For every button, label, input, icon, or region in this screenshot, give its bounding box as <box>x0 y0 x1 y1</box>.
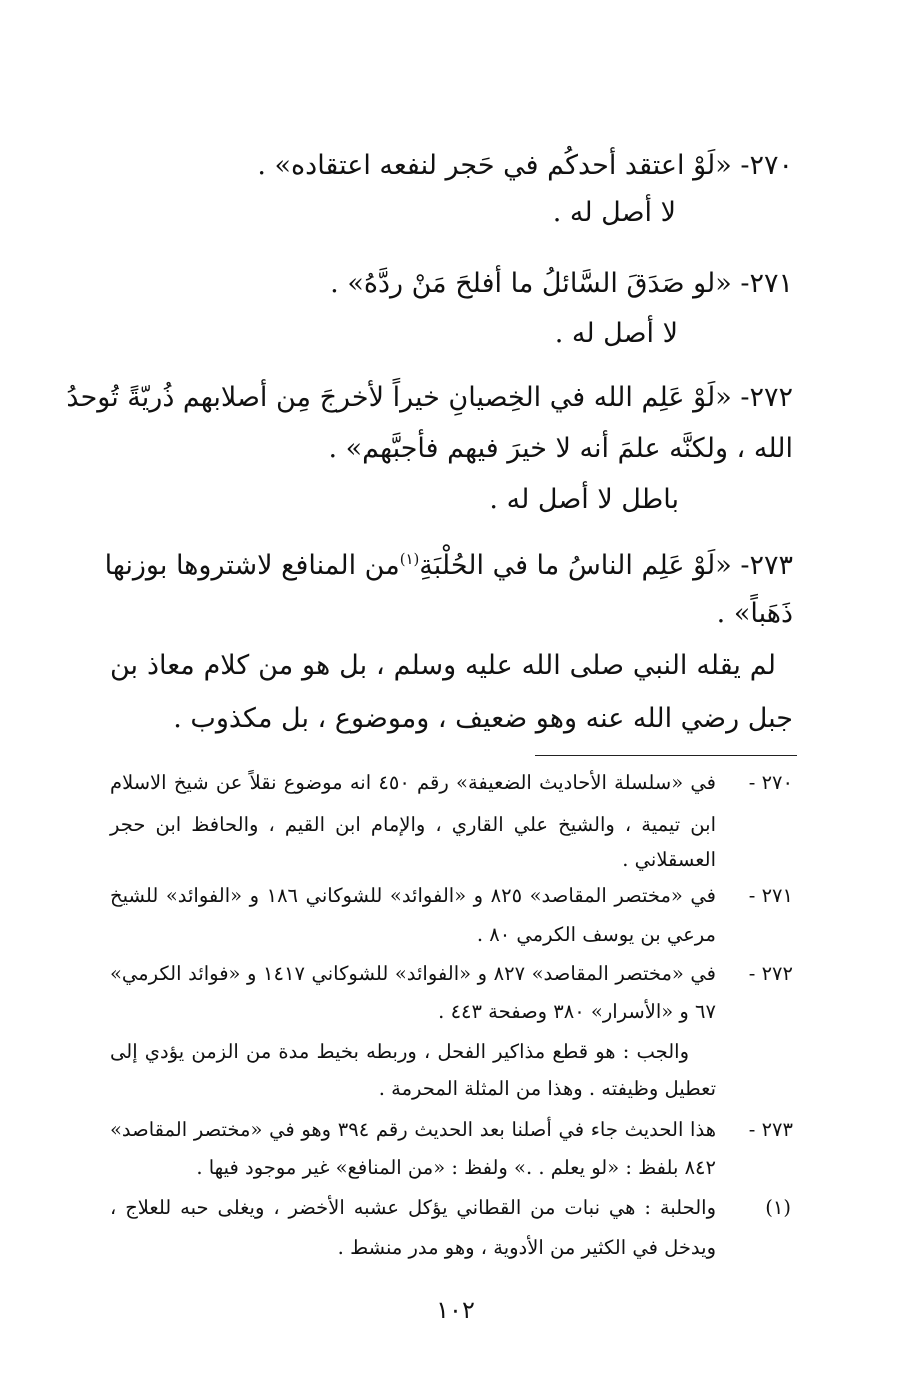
hadith-270-verdict: لا أصل له . <box>552 197 676 228</box>
footnote-272-number: ٢٧٢ - <box>748 962 793 985</box>
hadith-272-text-line2: الله ، ولكنَّه علمَ أنه لا خيرَ فيهم فأجبَّهم» . <box>328 433 793 464</box>
hadith-273-text-part2: من المنافع لاشتروها بوزنها <box>104 550 400 581</box>
footnote-270-number: ٢٧٠ - <box>748 771 793 794</box>
footnote-separator <box>535 755 797 756</box>
footnote-271-line2: مرعي بن يوسف الكرمي ٨٠ . <box>476 923 716 946</box>
footnote-270-line3: العسقلاني . <box>622 848 716 871</box>
footnote-272-note-line1: والجب : هو قطع مذاكير الفحل ، وربطه بخيط مدة من الزمن يؤدي إلى <box>110 1040 689 1063</box>
footnote-273-line1: هذا الحديث جاء في أصلنا بعد الحديث رقم ٣٩٤ وهو في «مختصر المقاصد» <box>110 1118 716 1141</box>
hadith-272-text-line1: ٢٧٢- «لَوْ عَلِم الله في الخِصيانِ خيراً لأخرجَ مِن أصلابهم ذُريّةً تُوحدُ <box>66 382 793 413</box>
footnote-272-line2: ٦٧ و «الأسرار» ٣٨٠ وصفحة ٤٤٣ . <box>438 1000 716 1023</box>
hadith-270-text: ٢٧٠- «لَوْ اعتقد أحدكُم في حَجر لنفعه اعتقاده» . <box>257 150 793 181</box>
footnote-273-number: ٢٧٣ - <box>748 1118 793 1141</box>
hadith-271-text: ٢٧١- «لو صَدَقَ السَّائلُ ما أفلحَ مَنْ ردَّهُ» . <box>330 268 793 299</box>
footnote-1-number: (١) <box>765 1196 791 1219</box>
hadith-273-text-line1 <box>104 550 793 581</box>
commentary-line1: لم يقله النبي صلى الله عليه وسلم ، بل هو من كلام معاذ بن <box>110 650 776 681</box>
hadith-272-verdict: باطل لا أصل له . <box>489 484 679 515</box>
footnote-272-line1: في «مختصر المقاصد» ٨٢٧ و «الفوائد» للشوكاني ١٤١٧ و «فوائد الكرمي» <box>110 962 716 985</box>
footnote-272-note-line2: تعطيل وظيفته . وهذا من المثلة المحرمة . <box>378 1077 716 1100</box>
footnote-270-line2: ابن تيمية ، والشيخ علي القاري ، والإمام ابن القيم ، والحافظ ابن حجر <box>110 813 716 836</box>
footnote-271-line1: في «مختصر المقاصد» ٨٢٥ و «الفوائد» للشوكاني ١٨٦ و «الفوائد» للشيخ <box>110 884 716 907</box>
footnote-marker: (١) <box>399 550 420 568</box>
hadith-271-verdict: لا أصل له . <box>554 318 678 349</box>
page-number: ١٠٢ <box>436 1296 475 1324</box>
footnote-1-line1: والحلبة : هي نبات من القطاني يؤكل عشبه الأخضر ، ويغلى حبه للعلاج ، <box>110 1196 716 1219</box>
hadith-273-text-line2: ذَهَباً» . <box>716 598 793 629</box>
hadith-273-text-part1: ٢٧٣- «لَوْ عَلِم الناسُ ما في الحُلْبَةِ$^{(١)}$ <box>399 550 793 581</box>
footnote-270-line1: في «سلسلة الأحاديث الضعيفة» رقم ٤٥٠ انه موضوع نقلاً عن شيخ الاسلام <box>110 771 716 794</box>
footnote-1-line2: ويدخل في الكثير من الأدوية ، وهو مدر منشط . <box>337 1236 716 1259</box>
footnote-271-number: ٢٧١ - <box>748 884 793 907</box>
footnote-273-line2: ٨٤٢ بلفظ : «لو يعلم . .» ولفظ : «من المنافع» غير موجود فيها . <box>196 1156 716 1179</box>
commentary-line2: جبل رضي الله عنه وهو ضعيف ، وموضوع ، بل مكذوب . <box>173 703 793 734</box>
